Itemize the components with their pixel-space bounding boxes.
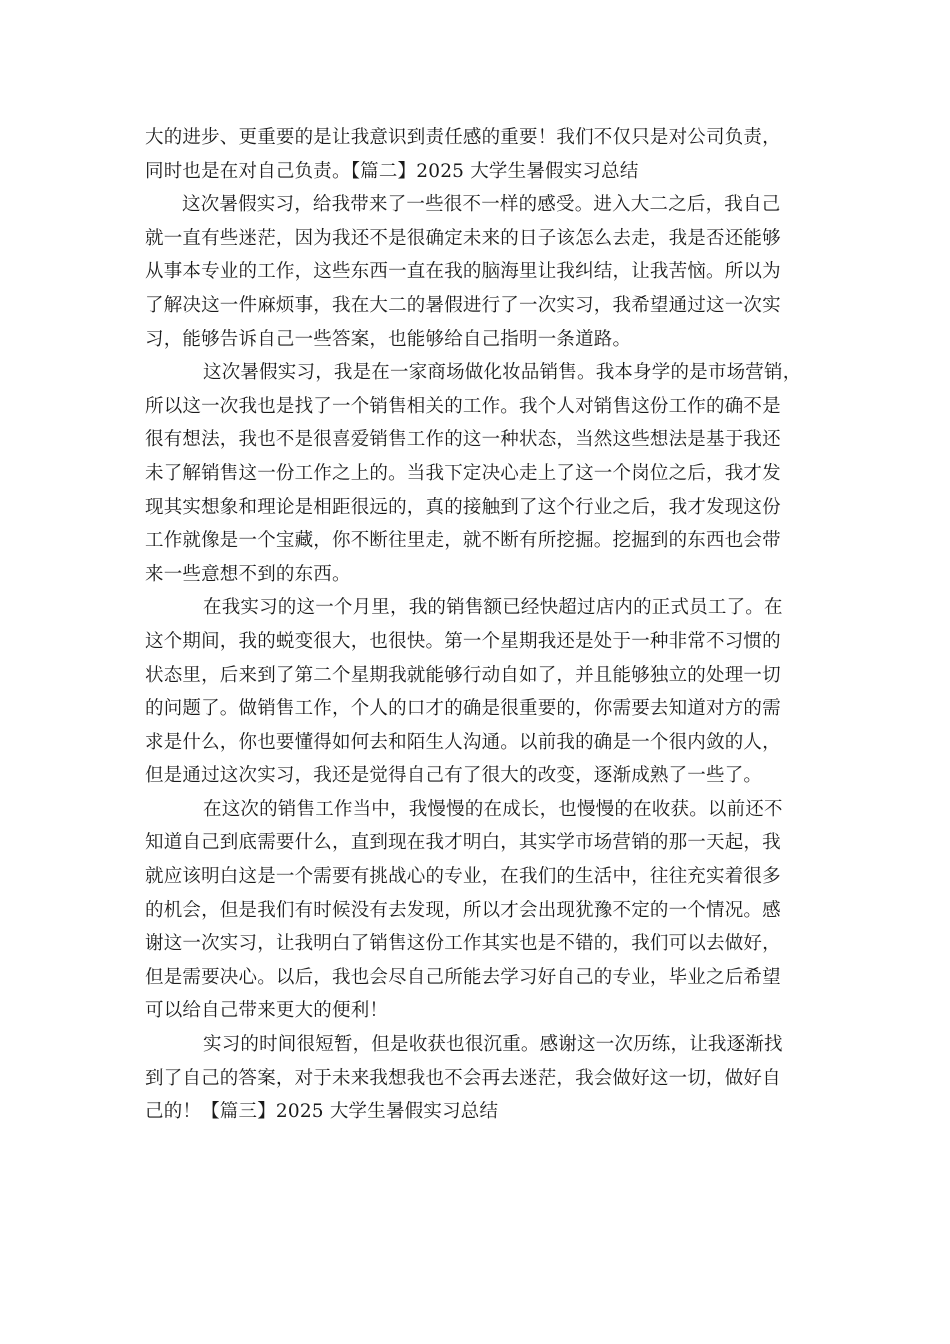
paragraph-start-line: 在我实习的这一个月里，我的销售额已经快超过店内的正式员工了。在 [203, 597, 783, 619]
text-line: 了解决这一件麻烦事，我在大二的暑假进行了一次实习，我希望通过这一次实 [145, 294, 781, 316]
text-line: 但是通过这次实习，我还是觉得自己有了很大的改变，逐渐成熟了一些了。 [145, 765, 763, 787]
text-line: 习，能够告诉自己一些答案，也能够给自己指明一条道路。 [145, 328, 632, 350]
paragraph-start-line: 在这次的销售工作当中，我慢慢的在成长，也慢慢的在收获。以前还不 [203, 798, 783, 820]
text-line: 但是需要决心。以后，我也会尽自己所能去学习好自己的专业，毕业之后希望 [145, 966, 781, 988]
text-line: 现其实想象和理论是相距很远的，真的接触到了这个行业之后，我才发现这份 [145, 496, 781, 518]
text-line: 大的进步、更重要的是让我意识到责任感的重要！我们不仅只是对公司负责， [145, 127, 781, 148]
document-body [145, 121, 805, 1129]
text-line: 未了解销售这一份工作之上的。当我下定决心走上了这一个岗位之后，我才发 [145, 462, 781, 484]
text-line: 很有想法，我也不是很喜爱销售工作的这一种状态，当然这些想法是基于我还 [145, 429, 781, 451]
text-line: 知道自己到底需要什么，直到现在我才明白，其实学市场营销的那一天起，我 [145, 832, 781, 854]
text-line: 工作就像是一个宝藏，你不断往里走，就不断有所挖掘。挖掘到的东西也会带 [145, 530, 781, 552]
text-line: 就一直有些迷茫，因为我还不是很确定未来的日子该怎么去走，我是否还能够 [145, 227, 781, 249]
text-line: 从事本专业的工作，这些东西一直在我的脑海里让我纠结，让我苦恼。所以为 [145, 261, 781, 283]
text-line: 这个期间，我的蜕变很大，也很快。第一个星期我还是处于一种非常不习惯的 [145, 630, 781, 652]
text-line: 谢这一次实习，让我明白了销售这份工作其实也是不错的，我们可以去做好， [145, 933, 781, 955]
text-line: 所以这一次我也是找了一个销售相关的工作。我个人对销售这份工作的确不是 [145, 395, 781, 417]
text-line: 同时也是在对自己负责。【篇二】2025 大学生暑假实习总结 [145, 160, 639, 182]
text-line: 己的！【篇三】2025 大学生暑假实习总结 [145, 1101, 499, 1123]
text-line: 来一些意想不到的东西。 [145, 563, 351, 585]
paragraph-start-line: 这次暑假实习，给我带来了一些很不一样的感受。进入大二之后，我自己 [182, 194, 781, 216]
paragraph-start-line: 这次暑假实习，我是在一家商场做化妆品销售。我本身学的是市场营销， [203, 362, 802, 384]
text-line: 就应该明白这是一个需要有挑战心的专业，在我们的生活中，往往充实着很多 [145, 866, 781, 888]
text-line: 状态里，后来到了第二个星期我就能够行动自如了，并且能够独立的处理一切 [145, 664, 781, 686]
paragraph-start-line: 实习的时间很短暂，但是收获也很沉重。感谢这一次历练，让我逐渐找 [203, 1034, 783, 1056]
text-line: 可以给自己带来更大的便利！ [145, 1000, 389, 1022]
text-line: 到了自己的答案，对于未来我想我也不会再去迷茫，我会做好这一切，做好自 [145, 1067, 781, 1089]
text-line: 的机会，但是我们有时候没有去发现，所以才会出现犹豫不定的一个情况。感 [145, 899, 781, 921]
text-line: 的问题了。做销售工作，个人的口才的确是很重要的，你需要去知道对方的需 [145, 698, 781, 720]
text-line: 求是什么，你也要懂得如何去和陌生人沟通。以前我的确是一个很内敛的人， [145, 731, 781, 753]
